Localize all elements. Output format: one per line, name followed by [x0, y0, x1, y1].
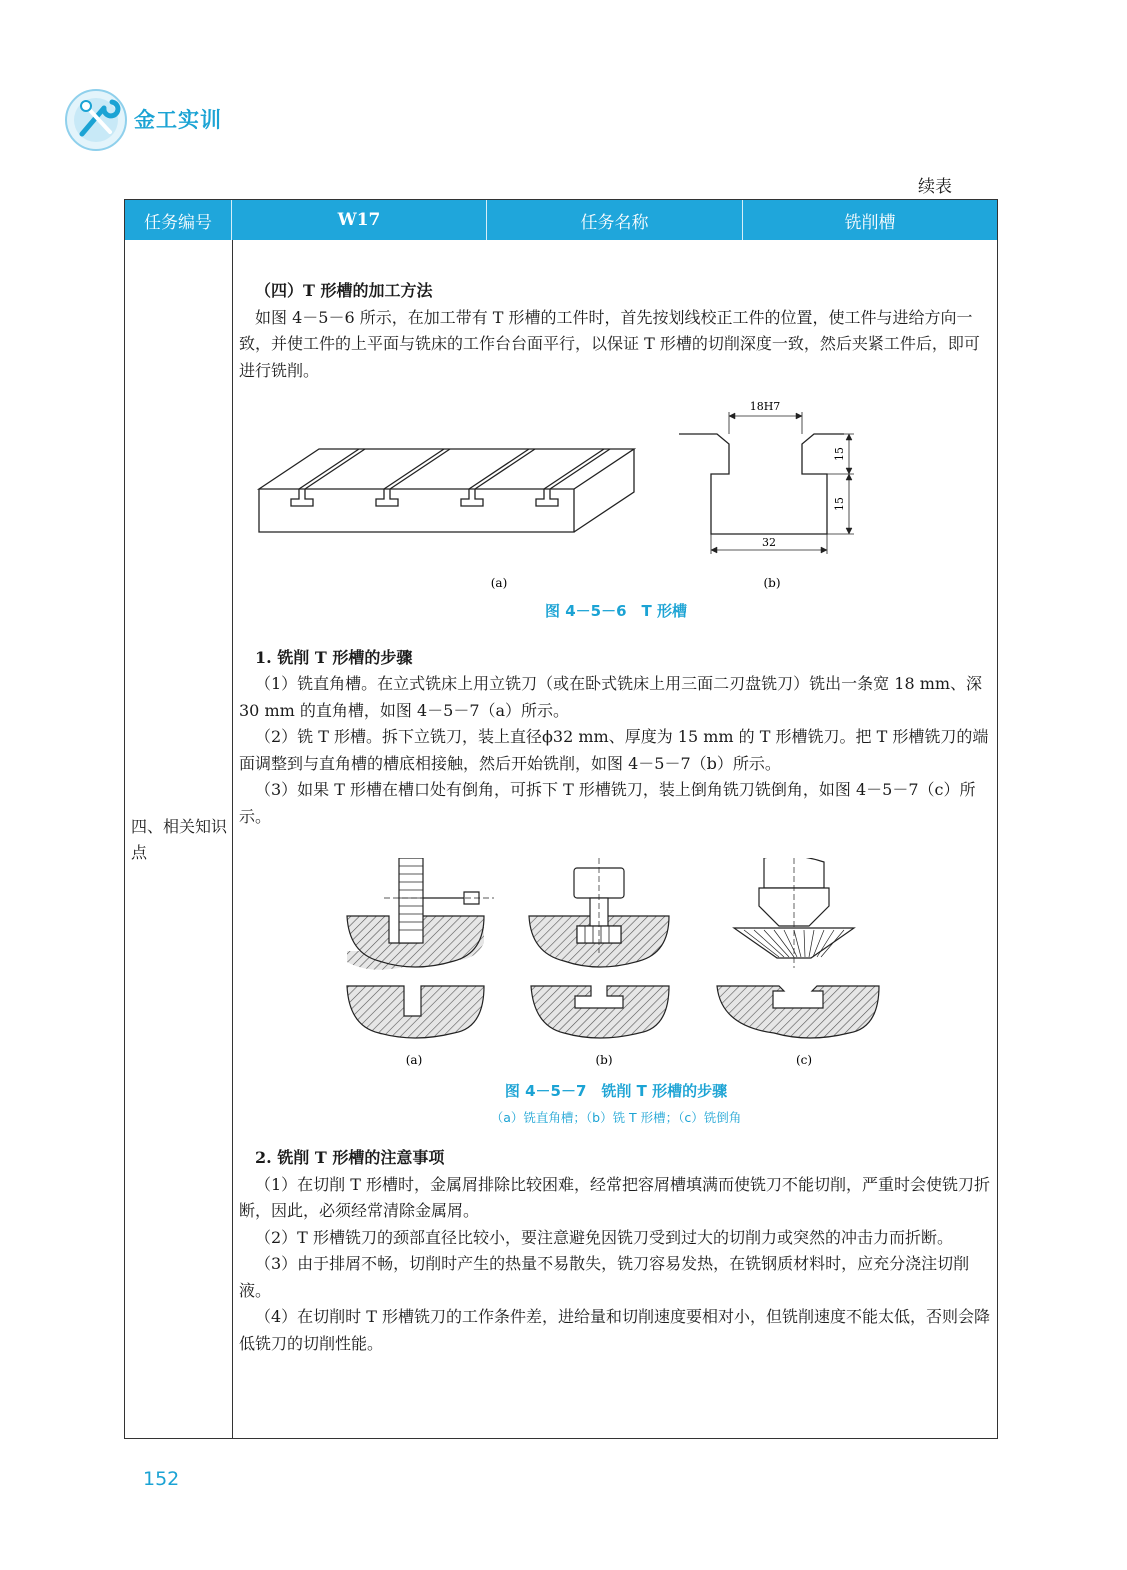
- section-heading: （四）T 形槽的加工方法: [255, 281, 433, 300]
- note-1: （1）在切削 T 形槽时，金属屑排除比较困难，经常把容屑槽填满而使铣刀不能切削，严重时会使铣刀折断，因此，必须经常清除金属屑。: [239, 1174, 991, 1220]
- t-slot-section-b: [679, 412, 854, 554]
- header-task-name-label: 任务名称: [487, 200, 743, 240]
- note-2: （2）T 形槽铣刀的颈部直径比较小，要注意避免因铣刀受到过大的切削力或突然的冲击力而折断。: [255, 1227, 953, 1247]
- figure-milling-steps: [239, 858, 993, 1072]
- continued-label: 续表: [918, 177, 952, 197]
- header-task-id-value: W17: [232, 200, 487, 240]
- section-intro: 如图 4－5－6 所示，在加工带有 T 形槽的工件时，首先按划线校正工件的位置，使工件与进给方向一致，并使工件的上平面与铣床的工作台台面平行，以保证 T 形槽的切削深度一致，然后夹紧工件后，即可进行铣削。: [239, 307, 980, 380]
- step-1: （1）铣直角槽。在立式铣床上用立铣刀（或在卧式铣床上用三面二刃盘铣刀）铣出一条宽 18 mm、深 30 mm 的直角槽，如图 4－5－7（a）所示。: [239, 674, 983, 720]
- row-label: 四、相关知识点: [131, 817, 228, 862]
- figure-t-slot: [239, 394, 993, 594]
- header-task-name-value: 铣削槽: [844, 212, 896, 233]
- note-3: （3）由于排屑不畅，切削时产生的热量不易散失，铣刀容易发热，在铣钢质材料时，应充分浇注切削液。: [239, 1254, 970, 1300]
- fig2-label-c: (c): [795, 1053, 813, 1067]
- header-task-id-label: 任务编号: [125, 200, 232, 240]
- page-number: 152: [143, 1468, 180, 1490]
- fig2-label-b: (b): [595, 1053, 613, 1067]
- dim-15-top: 15: [833, 447, 846, 461]
- step-c-drawing: [717, 858, 879, 1038]
- workpiece-a: [259, 449, 634, 532]
- dim-18h7: 18H7: [749, 400, 781, 413]
- fig1-label-a: (a): [490, 576, 508, 590]
- figure2-caption: 图 4－5－7 铣削 T 形槽的步骤: [504, 1082, 728, 1100]
- dim-32: 32: [762, 536, 776, 549]
- step-a-drawing: [347, 858, 494, 1038]
- column-divider: [232, 240, 233, 1438]
- step-2: （2）铣 T 形槽。拆下立铣刀，装上直径ϕ32 mm、厚度为 15 mm 的 T 形槽铣刀。把 T 形槽铣刀的端面调整到与直角槽的槽底相接触，然后开始铣削，如图 4－5－7（b）所示。: [239, 727, 989, 773]
- figure1-caption: 图 4－5－6 T 形槽: [545, 602, 687, 620]
- dim-15-bottom: 15: [833, 497, 846, 511]
- fig1-label-b: (b): [763, 576, 781, 590]
- table-header: [125, 200, 997, 240]
- fig2-label-a: (a): [405, 1053, 423, 1067]
- note-4: （4）在切削时 T 形槽铣刀的工作条件差，进给量和切削速度要相对小，但铣削速度不能太低，否则会降低铣刀的切削性能。: [239, 1307, 991, 1353]
- step-b-drawing: [529, 858, 669, 1038]
- step-3: （3）如果 T 形槽在槽口处有倒角，可拆下 T 形槽铣刀，装上倒角铣刀铣倒角，如图 4－5－7（c）所示。: [239, 780, 976, 826]
- wrench-logo-icon: [64, 88, 128, 152]
- notes-heading: 2. 铣削 T 形槽的注意事项: [255, 1148, 445, 1167]
- content-cell: [239, 278, 993, 1357]
- figure2-subcaption: （a）铣直角槽；（b）铣 T 形槽；（c）铣倒角: [490, 1109, 742, 1125]
- book-title: 金工实训: [134, 108, 222, 132]
- steps-heading: 1. 铣削 T 形槽的步骤: [255, 647, 413, 667]
- task-table: [124, 199, 998, 1439]
